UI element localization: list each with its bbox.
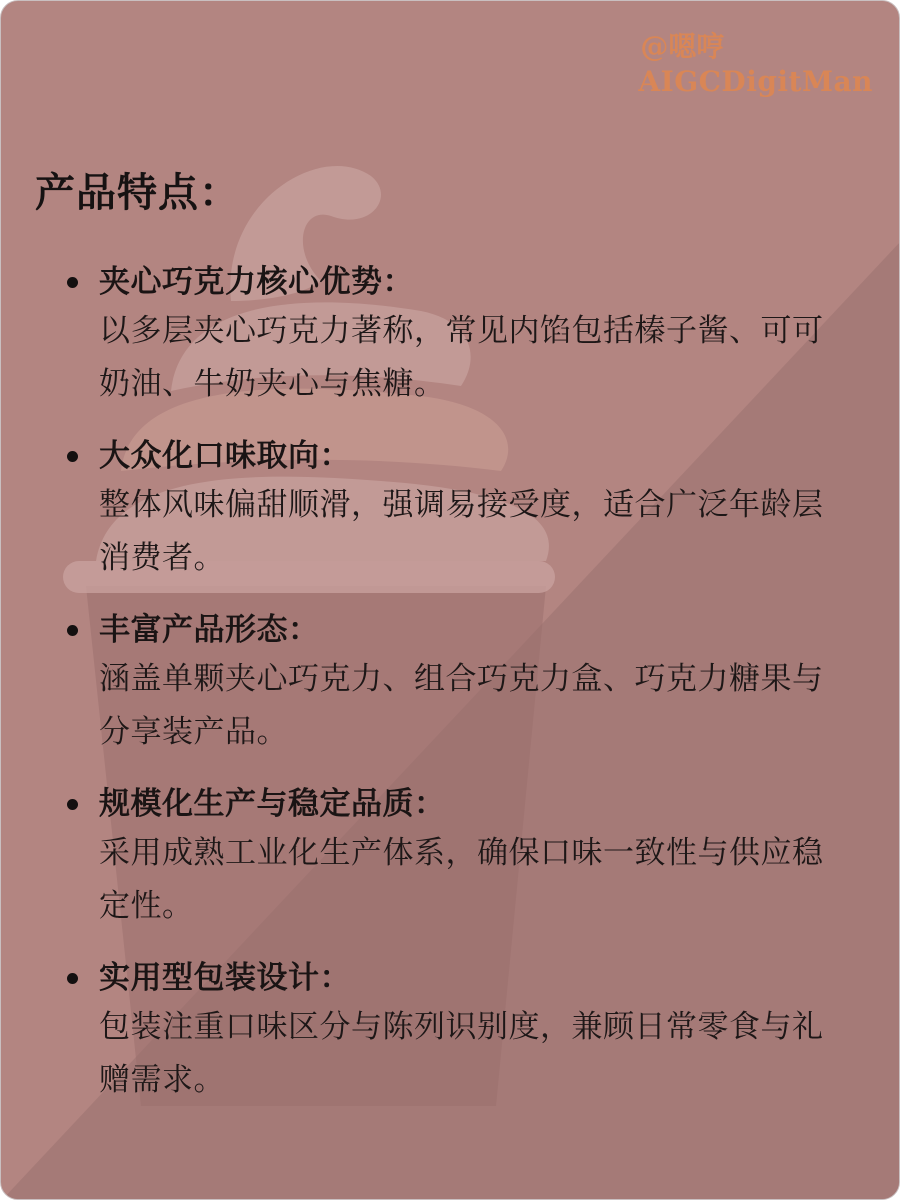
watermark-handle: @嗯哼	[640, 30, 725, 63]
bullet-icon	[67, 277, 78, 288]
watermark	[638, 29, 873, 99]
feature-title: 规模化生产与稳定品质：	[99, 786, 446, 822]
bullet-icon	[67, 799, 78, 810]
feature-description: 包装注重口味区分与陈列识别度，兼顾日常零食与礼赠需求。	[99, 1009, 824, 1098]
feature-title: 实用型包装设计：	[99, 960, 351, 996]
feature-description: 涵盖单颗夹心巧克力、组合巧克力盒、巧克力糖果与分享装产品。	[99, 661, 824, 750]
bullet-icon	[67, 451, 78, 462]
watermark-name: AIGCDigitMan	[638, 65, 873, 98]
bullet-icon	[67, 973, 78, 984]
page-title: 产品特点：	[35, 170, 240, 216]
feature-description: 整体风味偏甜顺滑，强调易接受度，适合广泛年龄层消费者。	[99, 487, 824, 576]
bullet-icon	[67, 625, 78, 636]
feature-description: 以多层夹心巧克力著称，常见内馅包括榛子酱、可可奶油、牛奶夹心与焦糖。	[99, 313, 824, 402]
list-item	[63, 781, 833, 933]
list-item	[63, 259, 833, 411]
feature-title: 夹心巧克力核心优势：	[99, 264, 414, 300]
list-item	[63, 607, 833, 759]
feature-list	[63, 259, 833, 1129]
list-item	[63, 955, 833, 1107]
feature-title: 大众化口味取向：	[99, 438, 351, 474]
list-item	[63, 433, 833, 585]
feature-title: 丰富产品形态：	[99, 612, 320, 648]
feature-description: 采用成熟工业化生产体系，确保口味一致性与供应稳定性。	[99, 835, 824, 924]
